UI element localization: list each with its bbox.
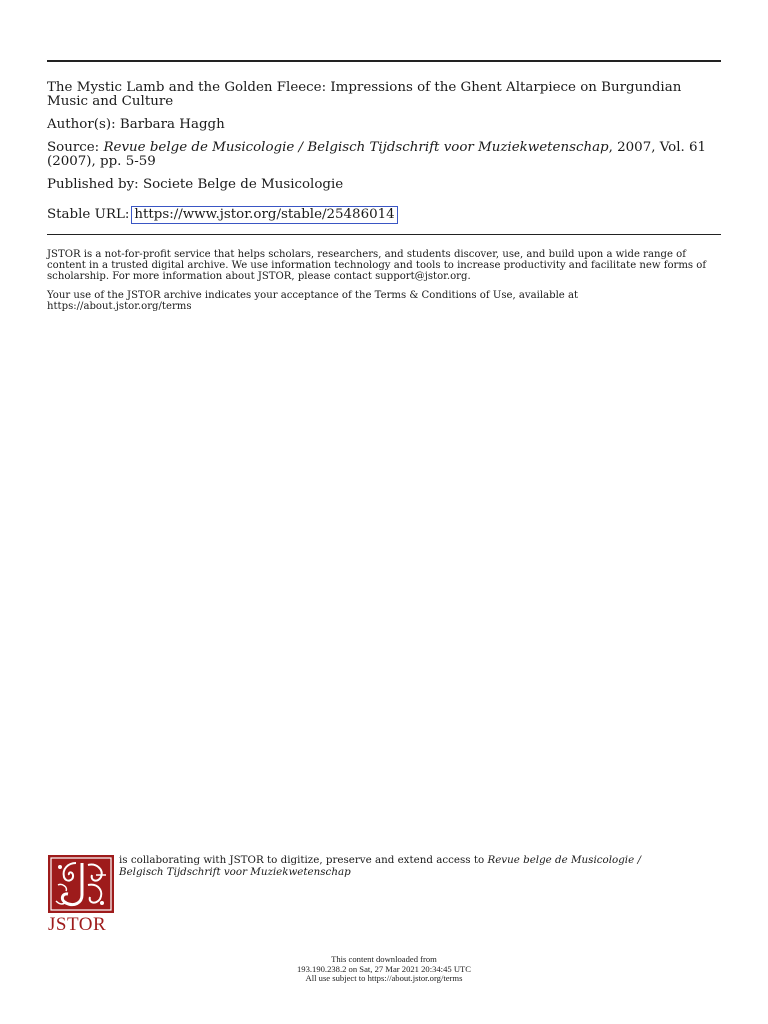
collaboration-journal: Revue belge de Musicologie / Belgisch Tijdschrift voor Muziekwetenschap — [119, 854, 641, 878]
footer-line-3: All use subject to https://about.jstor.org/terms — [305, 973, 463, 984]
author-label: Author(s): — [47, 117, 116, 132]
divider-rule — [47, 234, 721, 235]
publisher-name: Societe Belge de Musicologie — [142, 177, 344, 192]
collaboration-text: is collaborating with JSTOR to digitize, preserve and extend access to — [119, 854, 488, 866]
stable-url-line — [47, 206, 723, 224]
author-line — [47, 118, 723, 132]
source-label: Source: — [47, 140, 100, 155]
source-details: , 2007, Vol. 61 (2007), pp. 5-59 — [47, 140, 707, 169]
jstor-logo-mark-icon — [48, 855, 114, 913]
jstor-logo-icon — [48, 855, 114, 913]
footer-line-1: This content downloaded from — [331, 954, 437, 964]
article-title: The Mystic Lamb and the Golden Fleece: Impressions of the Ghent Altarpiece on Burgundian Music and Culture — [47, 80, 682, 109]
top-rule — [47, 60, 721, 62]
stable-url-label: Stable URL: — [47, 207, 130, 222]
stable-url-link[interactable]: https://www.jstor.org/stable/25486014 — [131, 206, 397, 224]
published-label: Published by: — [47, 177, 139, 192]
jstor-notice: JSTOR is a not-for-profit service that helps scholars, researchers, and students discover, use, and build upon a wide range of content in a trusted digital archive. We use information technology and tools to increase productivity and facilitate new forms of scholarship. For more information about JSTOR, please contact support@jstor.org. — [47, 249, 707, 282]
jstor-wordmark: JSTOR — [48, 914, 107, 935]
source-line — [47, 141, 723, 169]
terms-notice: Your use of the JSTOR archive indicates your acceptance of the Terms & Conditions of Use, available at https://about.jstor.org/terms — [47, 290, 579, 312]
author-name: Barbara Haggh — [119, 117, 225, 132]
footer-line-2: 193.190.238.2 on Sat, 27 Mar 2021 20:34:45 UTC — [296, 963, 472, 974]
published-line — [47, 178, 723, 192]
download-footer — [0, 955, 768, 984]
source-journal: Revue belge de Musicologie / Belgisch Tijdschrift voor Muziekwetenschap — [103, 140, 609, 155]
collaboration-statement — [119, 855, 679, 878]
